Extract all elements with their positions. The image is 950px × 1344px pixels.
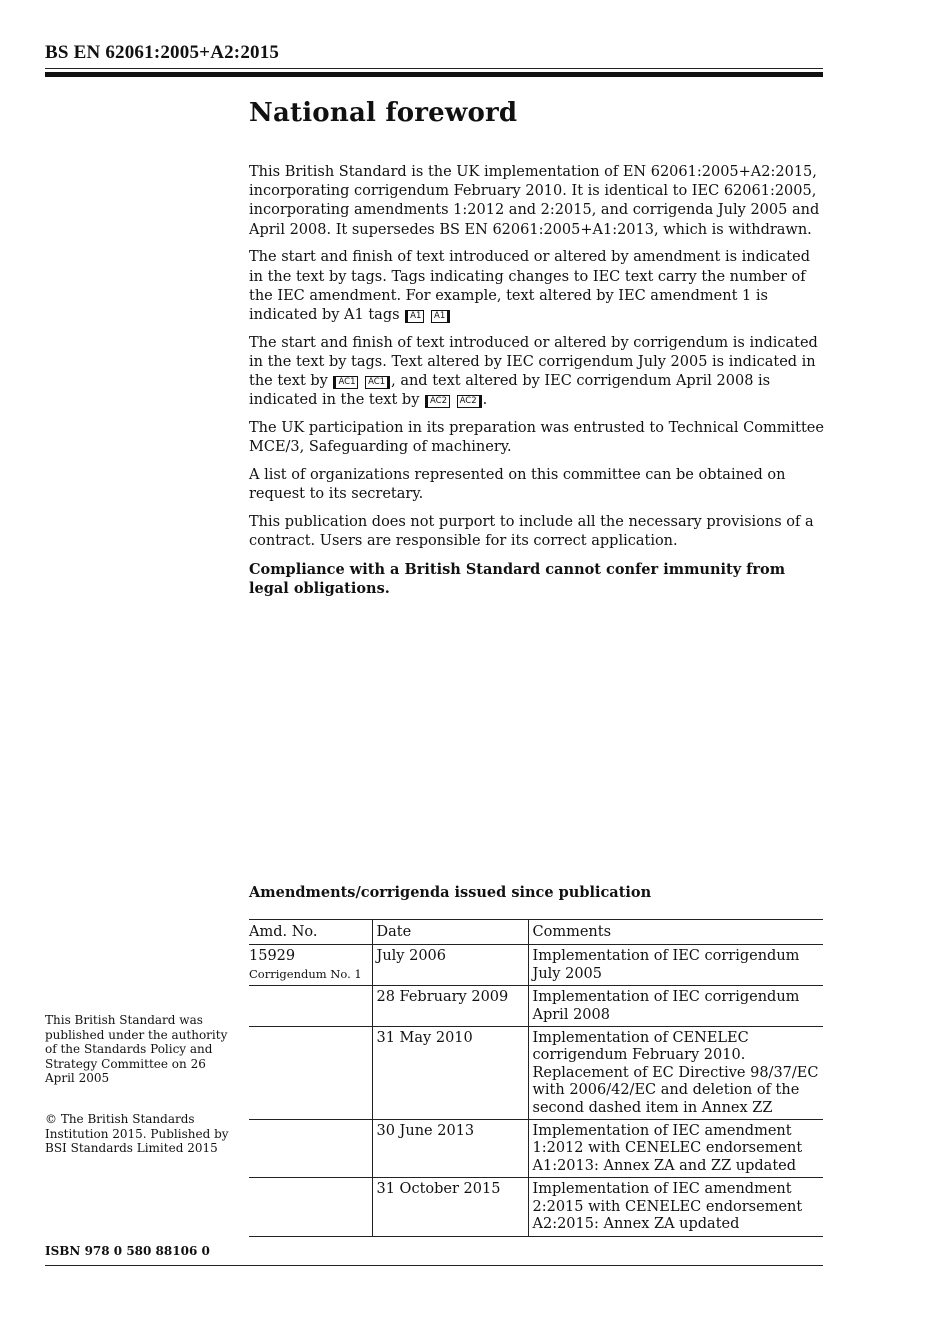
- column-header-comments: Comments: [528, 920, 823, 945]
- table-row: [249, 1027, 823, 1120]
- date-cell: 28 February 2009: [372, 986, 528, 1027]
- paragraph-amendment-tags-text: The start and finish of text introduced or altered by amendment is indicated in the text by tags. Tags indicating changes to IEC text carry the number of the IEC amendment. For example, text altered by IEC amendment 1 is indicated by A1 tags: [249, 249, 810, 324]
- paragraph-corrigendum-end: .: [482, 392, 488, 409]
- page-title: National foreword: [249, 98, 518, 128]
- comments-cell: Implementation of IEC corrigendum April 2008: [528, 986, 823, 1027]
- amd-no: 15929: [249, 948, 296, 965]
- comments-cell: Implementation of IEC amendment 2:2015 with CENELEC endorsement A2:2015: Annex ZA updated: [528, 1178, 823, 1236]
- paragraph-corrigendum-text-a: The start and finish of text introduced or altered by corrigendum is indicated in the text by tags. Text altered by IEC corrigendum July 2005 is indicated in the text by: [249, 334, 818, 390]
- footer-rule: [45, 1265, 823, 1266]
- a1-close-tag-icon: A1: [431, 310, 450, 323]
- amd-no-cell: [249, 986, 372, 1027]
- amendments-table: [249, 919, 823, 1237]
- copyright-note: © The British Standards Institution 2015. Published by BSI Standards Limited 2015: [45, 1112, 229, 1156]
- paragraph-implementation: This British Standard is the UK implementation of EN 62061:2005+A2:2015, incorporating corrigendum February 2010. It is identical to IEC 62061:2005, incorporating amendments 1:2012 and 2:2015, and corrigenda July 2005 and April 2008. It supersedes BS EN 62061:2005+A1:2013, which is withdrawn.: [249, 164, 820, 238]
- comments-cell: Implementation of CENELEC corrigendum February 2010. Replacement of EC Directive 98/37/EC with 2006/42/EC and deletion of the second dashed item in Annex ZZ: [528, 1027, 823, 1120]
- foreword-body: [249, 163, 827, 607]
- comments-cell: Implementation of IEC corrigendum July 2005: [528, 945, 823, 986]
- isbn: ISBN 978 0 580 88106 0: [45, 1244, 210, 1258]
- header-rule-thin: [45, 68, 823, 69]
- table-row: [249, 1120, 823, 1178]
- date-cell: 31 October 2015: [372, 1178, 528, 1236]
- paragraph-corrigendum-tags: [249, 334, 827, 411]
- paragraph-compliance: Compliance with a British Standard cannot confer immunity from legal obligations.: [249, 561, 786, 598]
- table-row: [249, 945, 823, 986]
- paragraph-amendment-tags: [249, 248, 827, 325]
- amd-no-cell: [249, 1120, 372, 1178]
- paragraph-committee: The UK participation in its preparation was entrusted to Technical Committee MCE/3, Safeguarding of machinery.: [249, 420, 824, 456]
- table-row: [249, 1178, 823, 1236]
- paragraph-contract: This publication does not purport to include all the necessary provisions of a contract. Users are responsible for its correct application.: [249, 514, 814, 550]
- table-row: [249, 986, 823, 1027]
- amd-no-cell: [249, 1178, 372, 1236]
- column-header-date: Date: [372, 920, 528, 945]
- paragraph-organizations: A list of organizations represented on this committee can be obtained on request to its secretary.: [249, 467, 786, 503]
- date-cell: 31 May 2010: [372, 1027, 528, 1120]
- amd-no-sub: Corrigendum No. 1: [249, 966, 362, 981]
- header-rule-thick: [45, 72, 823, 77]
- ac1-close-tag-icon: AC1: [365, 376, 390, 389]
- amendments-heading: Amendments/corrigenda issued since publication: [249, 884, 652, 901]
- a1-open-tag-icon: A1: [405, 310, 424, 323]
- publication-authority-note: This British Standard was published under the authority of the Standards Policy and Strategy Committee on 26 April 2005: [45, 1013, 228, 1086]
- standard-id-header: BS EN 62061:2005+A2:2015: [45, 42, 280, 63]
- ac1-open-tag-icon: AC1: [333, 376, 358, 389]
- date-cell: 30 June 2013: [372, 1120, 528, 1178]
- comments-cell: Implementation of IEC amendment 1:2012 with CENELEC endorsement A1:2013: Annex ZA and ZZ updated: [528, 1120, 823, 1178]
- ac2-close-tag-icon: AC2: [457, 395, 482, 408]
- amd-no-cell: [249, 945, 372, 986]
- ac2-open-tag-icon: AC2: [425, 395, 450, 408]
- amd-no-cell: [249, 1027, 372, 1120]
- paragraph-corrigendum-text-b: , and text altered by IEC corrigendum April 2008 is indicated in the text by: [249, 373, 771, 409]
- table-header-row: [249, 920, 823, 945]
- column-header-amd-no: Amd. No.: [249, 920, 372, 945]
- date-cell: July 2006: [372, 945, 528, 986]
